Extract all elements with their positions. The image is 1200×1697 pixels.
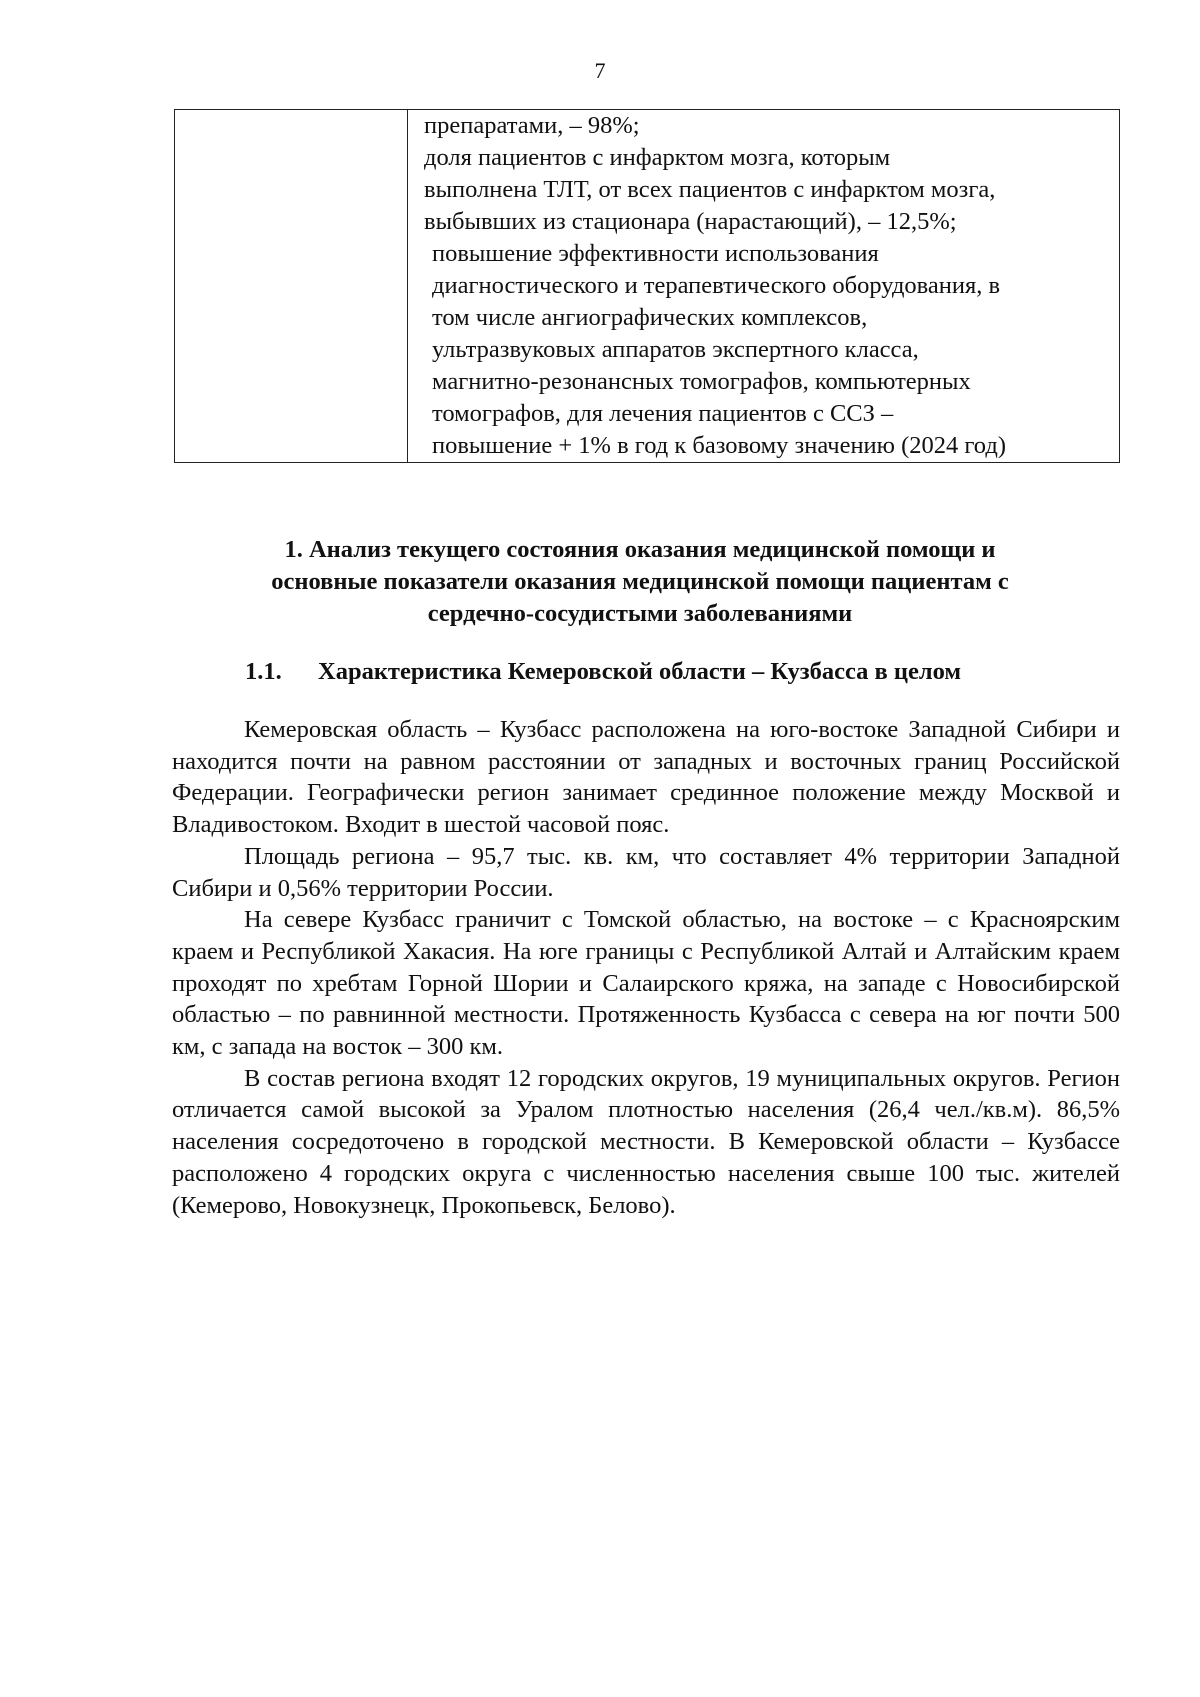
table-line: препаратами, – 98%; <box>424 112 640 139</box>
table-line: диагностического и терапевтического оборудования, в <box>432 272 1001 299</box>
table-line: доля пациентов с инфарктом мозга, которым <box>424 144 891 171</box>
subsection-number: 1.1. <box>245 658 282 685</box>
table-cell-right <box>408 110 1120 463</box>
table-row <box>175 110 1120 463</box>
table-line: томографов, для лечения пациентов с ССЗ – <box>432 400 894 427</box>
table-cell-left <box>175 110 408 463</box>
table-line: магнитно-резонансных томографов, компьютерных <box>432 368 971 395</box>
paragraph: Площадь региона – 95,7 тыс. кв. км, что составляет 4% территории Западной Сибири и 0,56% территории России. <box>172 842 1120 902</box>
table-line: повышение эффективности использования <box>432 240 879 267</box>
table-line: выбывших из стационара (нарастающий), – 12,5%; <box>424 208 957 235</box>
paragraph: В состав региона входят 12 городских округов, 19 муниципальных округов. Регион отличается самой высокой за Уралом плотностью населения (26,4 чел./кв.м). 86,5% населения сосредоточено в городской местности. В Кемеровской области – Кузбассе расположено 4 городских округа с численностью населения свыше 100 тыс. жителей (Кемерово, Новокузнецк, Прокопьевск, Белово). <box>172 1064 1120 1219</box>
body-text <box>172 714 1120 1221</box>
table-line: ультразвуковых аппаратов экспертного класса, <box>432 336 919 363</box>
page-number: 7 <box>594 58 606 83</box>
section-heading-line: сердечно-сосудистыми заболеваниями <box>427 600 853 627</box>
section-heading <box>160 534 1120 630</box>
section-heading-line: основные показатели оказания медицинской помощи пациентам с <box>271 568 1009 595</box>
table-line: выполнена ТЛТ, от всех пациентов с инфарктом мозга, <box>424 176 996 203</box>
continuation-table <box>174 109 1120 463</box>
subsection-title: Характеристика Кемеровской области – Кузбасса в целом <box>318 658 962 685</box>
paragraph: На севере Кузбасс граничит с Томской областью, на востоке – с Красноярским краем и Республикой Хакасия. На юге границы с Республикой Алтай и Алтайским краем проходят по хребтам Горной Шории и Салаирского кряжа, на западе с Новосибирской областью – по равнинной местности. Протяженность Кузбасса с севера на юг почти 500 км, с запада на восток – 300 км. <box>172 906 1120 1061</box>
paragraph: Кемеровская область – Кузбасс расположена на юго-востоке Западной Сибири и находится почти на равном расстоянии от западных и восточных границ Российской Федерации. Географически регион занимает срединное положение между Москвой и Владивостоком. Входит в шестой часовой пояс. <box>172 716 1120 839</box>
table-line: том числе ангиографических комплексов, <box>432 304 868 331</box>
section-heading-line: 1. Анализ текущего состояния оказания медицинской помощи и <box>284 536 996 563</box>
table-line: повышение + 1% в год к базовому значению (2024 год) <box>432 432 1006 459</box>
